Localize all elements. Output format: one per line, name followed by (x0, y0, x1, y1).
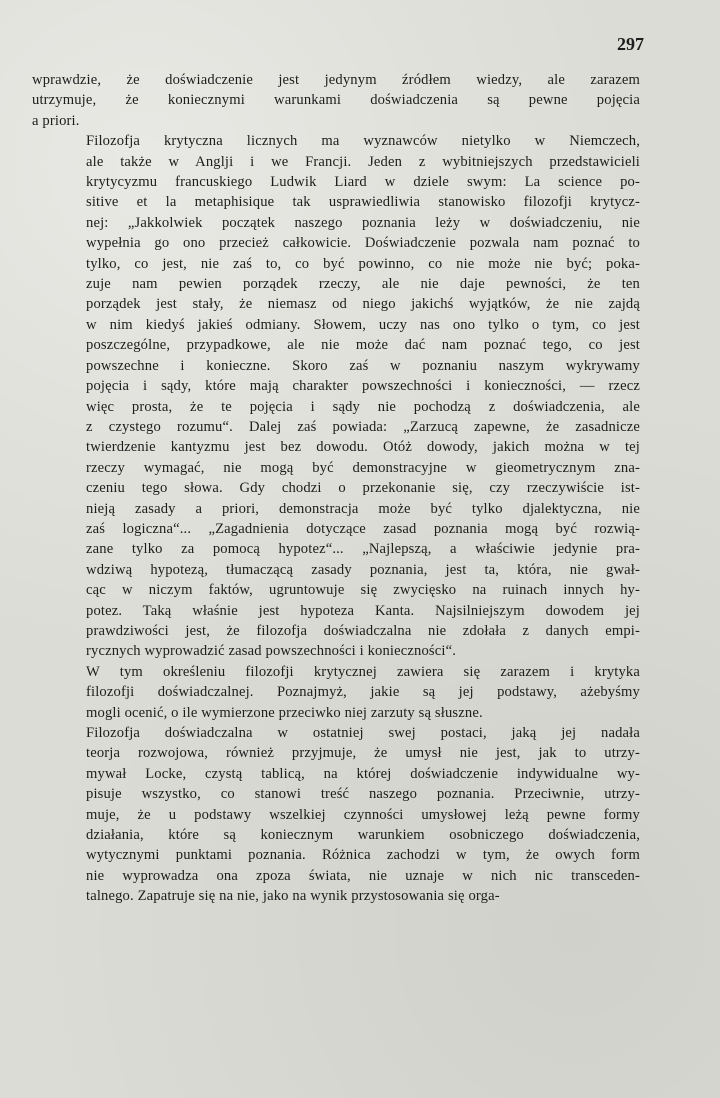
text-line: rzeczy wymagać, nie mogą być demonstracyjne w gieometrycznym zna- (86, 459, 640, 476)
text-line: potez. Taką właśnie jest hypoteza Kanta. Najsilniejszym dowodem jej (86, 602, 640, 619)
text-line: powszechne i konieczne. Skoro zaś w poznaniu naszym wykrywamy (86, 357, 640, 374)
paragraph (32, 662, 640, 723)
text-line: działania, które są koniecznym warunkiem osobniczego doświadczenia, (86, 827, 640, 844)
text-line: prawdziwości jest, że filozofja doświadczalna nie zdołała z danych empi- (86, 622, 640, 639)
text-line: twierdzenie kantyzmu jest bez dowodu. Otóż dowody, jakich można w tej (86, 439, 640, 456)
text-line: Filozofja krytyczna licznych ma wyznawców nietylko w Niemczech, (86, 133, 640, 150)
text-line: mywał Locke, czystą tablicą, na której doświadczenie indywidualne wy- (86, 765, 640, 782)
text-line: poszczególne, przypadkowe, ale nie może dać nam poznać tego, co jest (86, 337, 640, 354)
text-line: wprawdzie, że doświadczenie jest jedynym źródłem wiedzy, ale zarazem (32, 72, 640, 88)
text-line: wdziwą hypotezą, tłumaczącą zasady poznania, jest ta, która, nie gwał- (86, 561, 640, 578)
text-line: W tym określeniu filozofji krytycznej zawiera się zarazem i krytyka (86, 663, 640, 680)
text-line: nie wyprowadza ona zpoza świata, nie uznaje w nich nic transceden- (86, 867, 640, 884)
page-number: 297 (617, 34, 644, 54)
text-line: porządek jest stały, że niemasz od niego jakichś wyjątków, że nie zajdą (86, 296, 640, 313)
text-line: zuje nam pewien porządek rzeczy, ale nie daje pewności, że ten (86, 276, 640, 293)
text-line: teorja rozwojowa, również przyjmuje, że umysł nie jest, jak to utrzy- (86, 745, 640, 762)
paragraph (32, 131, 640, 662)
text-line: tylko, co jest, nie zaś to, co być powinno, co nie może nie być; poka- (86, 255, 640, 272)
text-line: cąc w niczym faktów, ugruntowuje się zwycięsko na ruinach innych hy- (86, 582, 640, 599)
text-line: utrzymuje, że koniecznymi warunkami doświadczenia są pewne pojęcia (32, 92, 640, 109)
text-line: nieją zasady a priori, demonstracja może być tylko djalektyczna, nie (86, 500, 640, 517)
text-line: muje, że u podstawy wszelkiej czynności umysłowej leżą pewne formy (86, 806, 640, 823)
text-line: pojęcia i sądy, które mają charakter powszechności i konieczności, — rzecz (86, 378, 640, 395)
text-line: filozofji doświadczalnej. Poznajmyż, jakie są jej podstawy, ażebyśmy (86, 684, 640, 701)
text-line: Filozofja doświadczalna w ostatniej swej postaci, jaką jej nadała (86, 725, 640, 741)
text-line: rycznych wyprowadzić zasad powszechności i konieczności“. (86, 643, 457, 660)
text-line: mogli ocenić, o ile wymierzone przeciwko niej zarzuty są słuszne. (86, 704, 483, 721)
text-line: a priori. (32, 112, 80, 129)
text-line: ale także w Anglji i we Francji. Jeden z wybitniejszych przedstawicieli (86, 153, 640, 170)
text-line: krytycyzmu francuskiego Ludwik Liard w dziele swym: La science po- (86, 174, 640, 191)
text-line: więc prosta, że te pojęcia i sądy nie pochodzą z doświadczenia, ale (86, 398, 640, 415)
text-line: z czystego rozumu“. Dalej zaś powiada: „Zarzucą zapewne, że zasadnicze (86, 418, 640, 435)
text-line: nej: „Jakkolwiek początek naszego poznania leży w doświadczeniu, nie (86, 214, 640, 231)
text-line: wytycznymi punktami poznania. Różnica zachodzi w tym, że owych form (86, 847, 640, 864)
paragraph (32, 723, 640, 907)
text-line: wypełnia go ono przecież całkowicie. Doświadczenie pozwala nam poznać to (86, 235, 640, 252)
body-text (32, 70, 640, 907)
text-line: talnego. Zapatruje się na nie, jako na wynik przystosowania się orga- (86, 888, 500, 905)
text-line: zane tylko za pomocą hypotez“... „Najlepszą, a właściwie jedynie pra- (86, 541, 640, 558)
text-line: zaś logiczna“... „Zagadnienia dotyczące zasad poznania mogą być rozwią- (86, 520, 640, 537)
text-line: w nim kiedyś jakieś odmiany. Słowem, uczy nas ono tylko o tym, co jest (86, 316, 640, 333)
text-line: czeniu tego słowa. Gdy chodzi o przekonanie się, czy rzeczywiście ist- (86, 480, 640, 497)
paragraph (32, 70, 640, 131)
text-line: sitive et la metaphisique tak usprawiedliwia stanowisko filozofji krytycz- (86, 194, 640, 211)
text-line: pisuje wszystko, co stanowi treść naszego poznania. Przeciwnie, utrzy- (86, 786, 640, 803)
